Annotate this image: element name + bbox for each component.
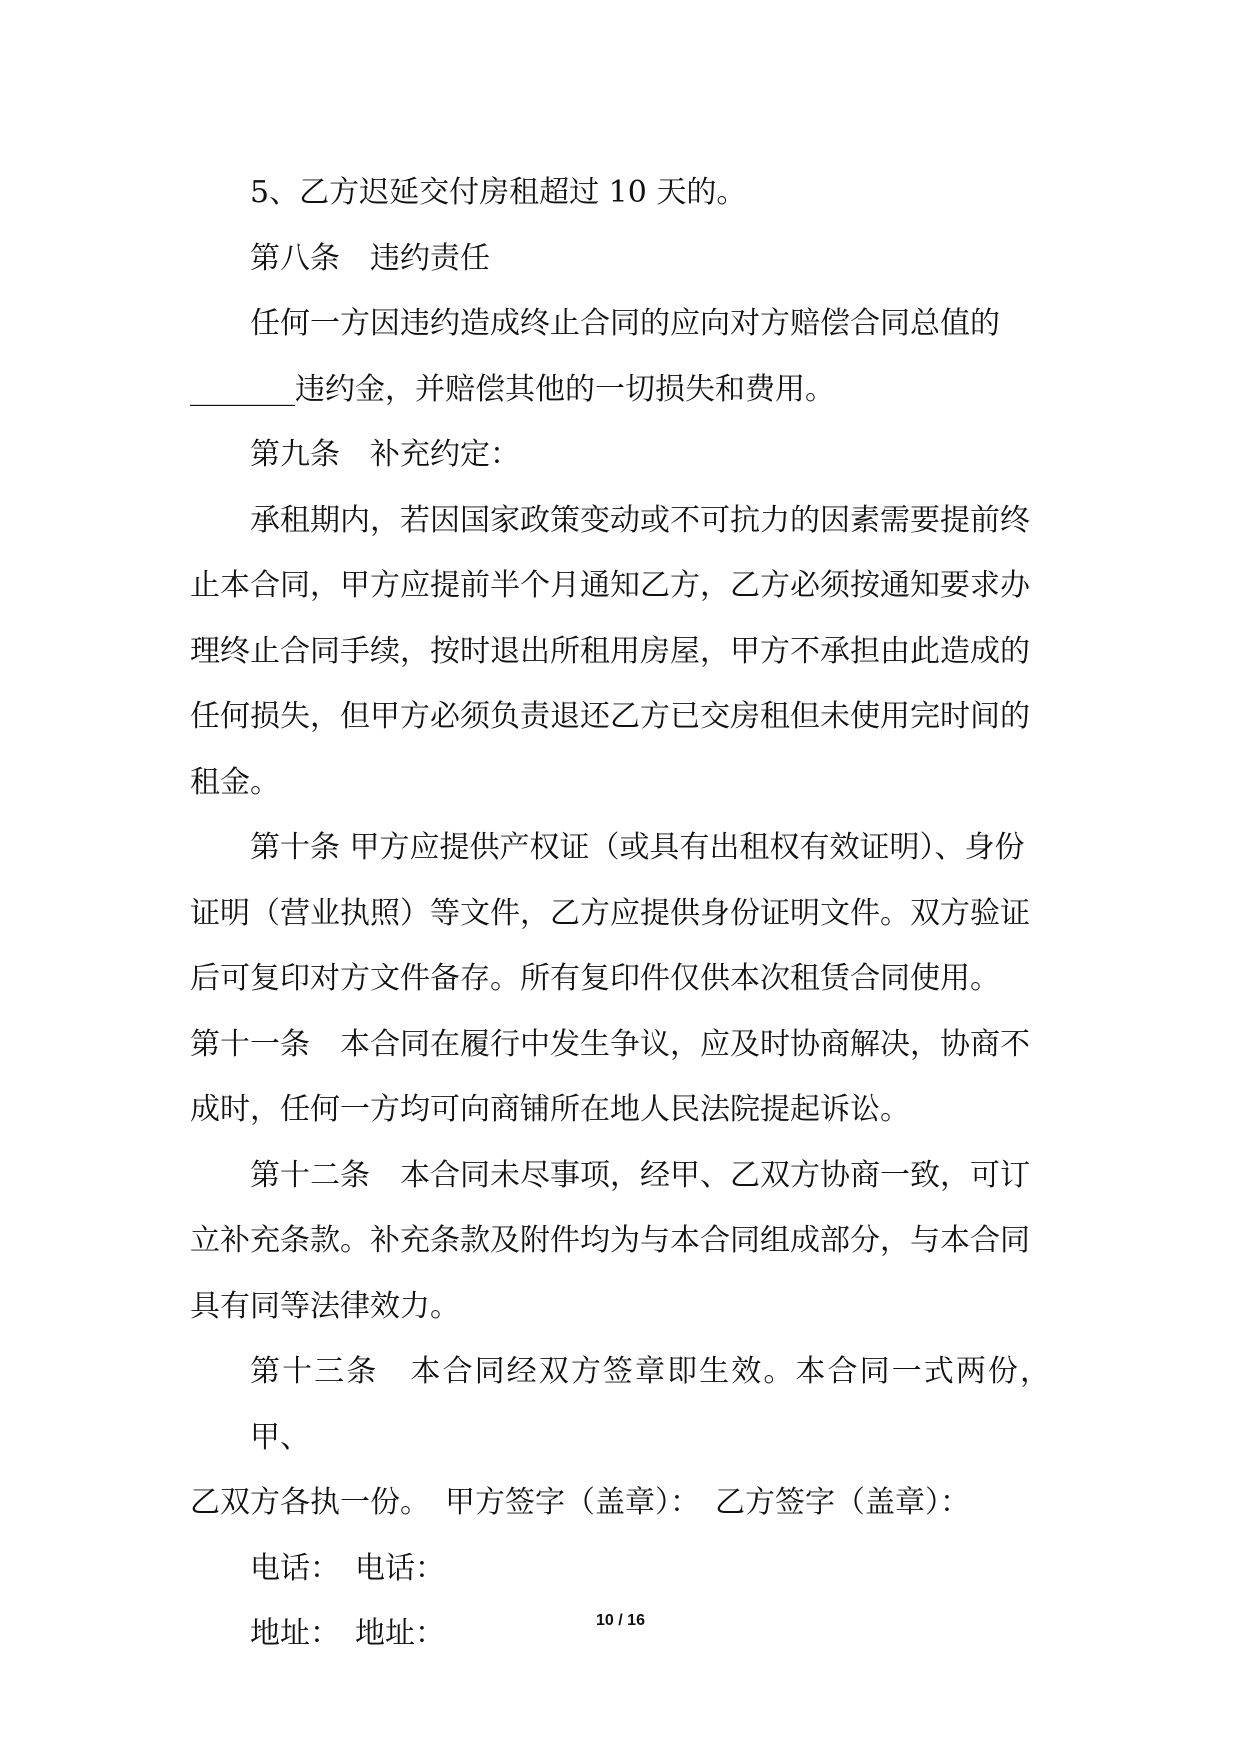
text-line: 第九条 补充约定： bbox=[250, 437, 520, 472]
address-line bbox=[190, 1601, 1050, 1667]
document-body bbox=[190, 160, 1050, 1667]
text-line: 任何一方因违约造成终止合同的应向对方赔偿合同总值的 bbox=[250, 306, 1000, 341]
text-line: 第十三条 本合同经双方签章即生效。本合同一式两份，甲、 bbox=[250, 1354, 1050, 1455]
text-line: 租金。 bbox=[190, 764, 280, 800]
article-9-heading bbox=[190, 422, 1050, 488]
phone-line bbox=[190, 1536, 1050, 1602]
text-line: _______违约金，并赔偿其他的一切损失和费用。 bbox=[190, 371, 835, 407]
text-line: 地址： 地址： bbox=[250, 1616, 445, 1651]
text-line: 承租期内，若因国家政策变动或不可抗力的因素需要提前终 bbox=[250, 502, 1030, 538]
text-line: 第十二条 本合同未尽事项，经甲、乙双方协商一致，可订 bbox=[250, 1157, 1030, 1193]
text-line: 止本合同，甲方应提前半个月通知乙方，乙方必须按通知要求办 bbox=[190, 568, 1030, 603]
text-line: 成时，任何一方均可向商铺所在地人民法院提起诉讼。 bbox=[190, 1092, 910, 1127]
page-number: 10 / 16 bbox=[596, 1612, 645, 1629]
text-line: 电话： 电话： bbox=[250, 1550, 445, 1586]
article-8-heading bbox=[190, 226, 1050, 292]
text-line: 乙双方各执一份。 甲方签字（盖章）： 乙方签字（盖章）： bbox=[190, 1485, 970, 1520]
article-12 bbox=[190, 1143, 1050, 1340]
paragraph-item-5 bbox=[190, 160, 1050, 226]
text-line: 5、乙方迟延交付房租超过 10 天的。 bbox=[250, 175, 747, 210]
text-line: 第八条 违约责任 bbox=[250, 240, 490, 276]
text-line: 后可复印对方文件备存。所有复印件仅供本次租赁合同使用。 bbox=[190, 961, 1000, 996]
text-line: 第十条 甲方应提供产权证（或具有出租权有效证明）、身份 bbox=[250, 830, 1025, 865]
article-9-body bbox=[190, 488, 1050, 816]
text-line: 理终止合同手续，按时退出所租用房屋，甲方不承担由此造成的 bbox=[190, 633, 1030, 669]
text-line: 证明（营业执照）等文件，乙方应提供身份证明文件。双方验证 bbox=[190, 895, 1030, 931]
text-line: 第十一条 本合同在履行中发生争议，应及时协商解决，协商不 bbox=[190, 1026, 1030, 1062]
article-10-11 bbox=[190, 815, 1050, 1143]
text-line: 立补充条款。补充条款及附件均为与本合同组成部分，与本合同 bbox=[190, 1223, 1030, 1258]
article-13 bbox=[190, 1339, 1050, 1536]
text-line: 具有同等法律效力。 bbox=[190, 1288, 460, 1324]
article-8-body bbox=[190, 291, 1050, 422]
text-line: 任何损失，但甲方必须负责退还乙方已交房租但未使用完时间的 bbox=[190, 699, 1030, 734]
